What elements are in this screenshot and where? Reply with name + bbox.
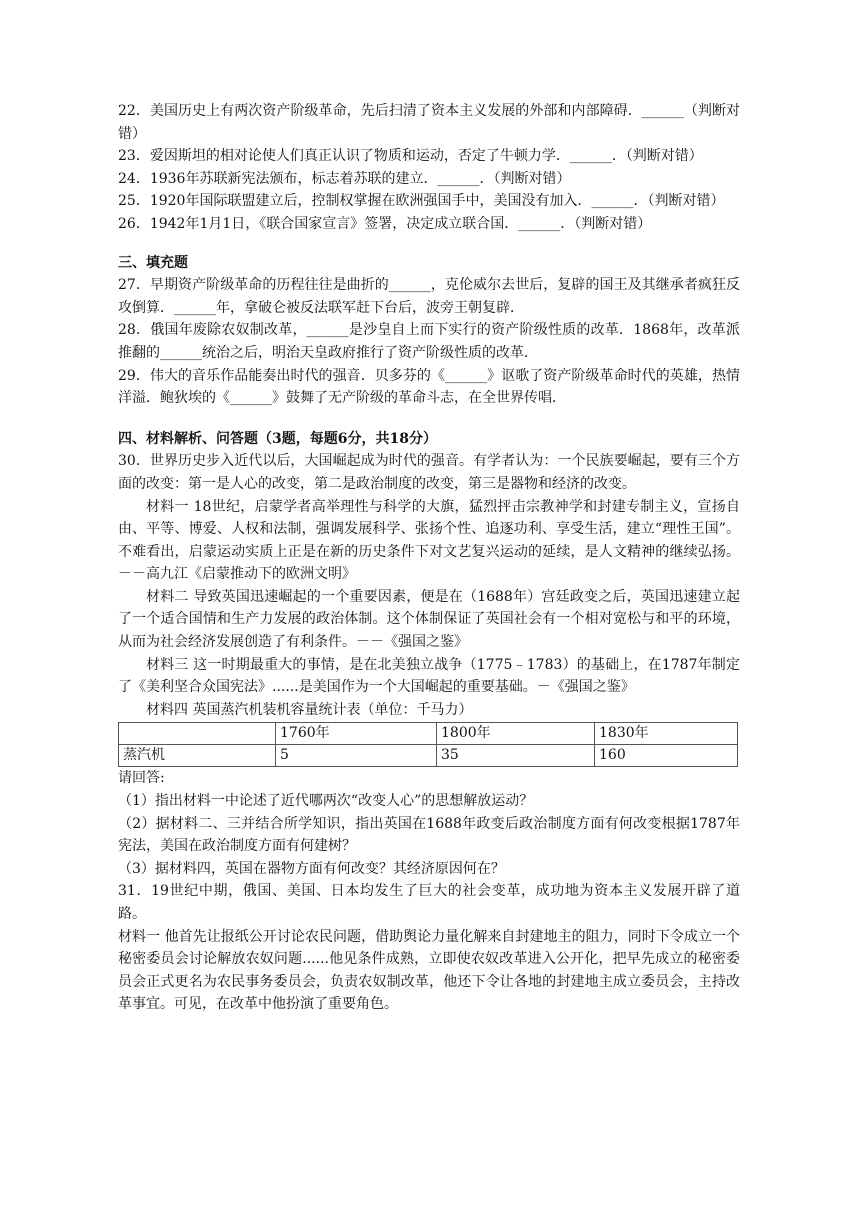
section-4-title: 四、材料解析、问答题（3题，每题6分，共18分）: [118, 430, 437, 447]
table-row: [119, 745, 738, 767]
question-28: 28．俄国年废除农奴制改革，______是沙皇自上而下实行的资产阶级性质的改革．1868年，改革派推翻的______统治之后，明治天皇政府推行了资产阶级性质的改革．: [118, 322, 740, 361]
question-30-3: （3）据材料四，英国在器物方面有何改变？其经济原因何在？: [118, 860, 505, 877]
question-27: 27．早期资产阶级革命的历程往往是曲折的______，克伦威尔去世后，复辟的国王及其继承者疯狂反攻倒算．______年，拿破仑被反法联军赶下台后，波旁王朝复辟．: [118, 277, 740, 316]
material-1: 材料一 18世纪，启蒙学者高举理性与科学的大旗，猛烈抨击宗教神学和封建专制主义，宣扬自由、平等、博爱、人权和法制，强调发展科学、张扬个性、追逐功利、享受生活，建立“理性王国”。不难看出，启蒙运动实质上正是在新的历史条件下对文艺复兴运动的延续，是人文精神的继续弘扬。－－高九江《启蒙推动下的欧洲文明》: [118, 498, 740, 583]
material-2: 材料二 导致英国迅速崛起的一个重要因素，便是在（1688年）宫廷政变之后，英国迅速建立起了一个适合国情和生产力发展的政治体制。这个体制保证了英国社会有一个相对宽松与和平的环境，从而为社会经济发展创造了有利条件。－－《强国之鉴》: [118, 588, 740, 651]
table-header-cell: 1830年: [595, 723, 738, 745]
question-30-1: （1）指出材料一中论述了近代哪两次“改变人心”的思想解放运动？: [118, 793, 534, 810]
question-24: 24．1936年苏联新宪法颁布，标志着苏联的建立．______．（判断对错）: [118, 170, 571, 187]
question-30-intro: 30．世界历史步入近代以后，大国崛起成为时代的强音。有学者认为：一个民族要崛起，要有三个方面的改变：第一是人心的改变，第二是政治制度的改变，第三是器物和经济的改变。: [118, 453, 740, 492]
question-22: 22．美国历史上有两次资产阶级革命，先后扫清了资本主义发展的外部和内部障碍．______（判断对错）: [118, 103, 740, 142]
steam-engine-table: [118, 722, 738, 767]
table-header-cell: [119, 723, 276, 745]
material-3: 材料三 这一时期最重大的事情，是在北美独立战争（1775﹣1783）的基础上，在1787年制定了《美利坚合众国宪法》......是美国作为一个大国崛起的重要基础。－《强国之鉴》: [118, 656, 740, 696]
material-4-title: 材料四 英国蒸汽机装机容量统计表（单位：千马力）: [146, 701, 473, 718]
question-23: 23．爱因斯坦的相对论使人们真正认识了物质和运动，否定了牛顿力学．______．（判断对错）: [118, 148, 703, 165]
question-29: 29．伟大的音乐作品能奏出时代的强音．贝多芬的《______》讴歌了资产阶级革命时代的英雄，热情洋溢．鲍狄埃的《______》鼓舞了无产阶级的革命斗志，在全世界传唱．: [118, 367, 740, 407]
table-cell: 5: [276, 745, 437, 767]
table-header-cell: 1800年: [437, 723, 595, 745]
table-cell: 蒸汽机: [119, 745, 276, 767]
answer-prompt: 请回答:: [118, 770, 165, 787]
table-cell: 35: [437, 745, 595, 767]
table-cell: 160: [595, 745, 738, 767]
question-31-intro: 31．19世纪中期，俄国、美国、日本均发生了巨大的社会变革，成功地为资本主义发展开辟了道路。: [118, 883, 740, 922]
section-3-title: 三、填充题: [118, 254, 188, 271]
question-31-material-1: 材料一 他首先让报纸公开讨论农民问题，借助舆论力量化解来自封建地主的阻力，同时下令成立一个秘密委员会讨论解放农奴问题......他见条件成熟，立即使农奴改革进入公开化，把早先成立的秘密委员会正式更名为农民事务委员会，负责农奴制改革，他还下令让各地的封建地主成立委员会，主持改革事宜。可见，在改革中他扮演了重要角色。: [118, 928, 740, 1013]
question-26: 26．1942年1月1日，《联合国家宣言》签署，决定成立联合国．______．（判断对错）: [118, 215, 652, 232]
table-header-cell: 1760年: [276, 723, 437, 745]
table-header-row: [119, 723, 738, 745]
question-25: 25．1920年国际联盟建立后，控制权掌握在欧洲强国手中，美国没有加入．______．（判断对错）: [118, 193, 725, 210]
question-30-2: （2）据材料二、三并结合所学知识，指出英国在1688年政变后政治制度方面有何改变根据1787年宪法，美国在政治制度方面有何建树？: [118, 815, 740, 855]
exam-page: [118, 100, 740, 1016]
